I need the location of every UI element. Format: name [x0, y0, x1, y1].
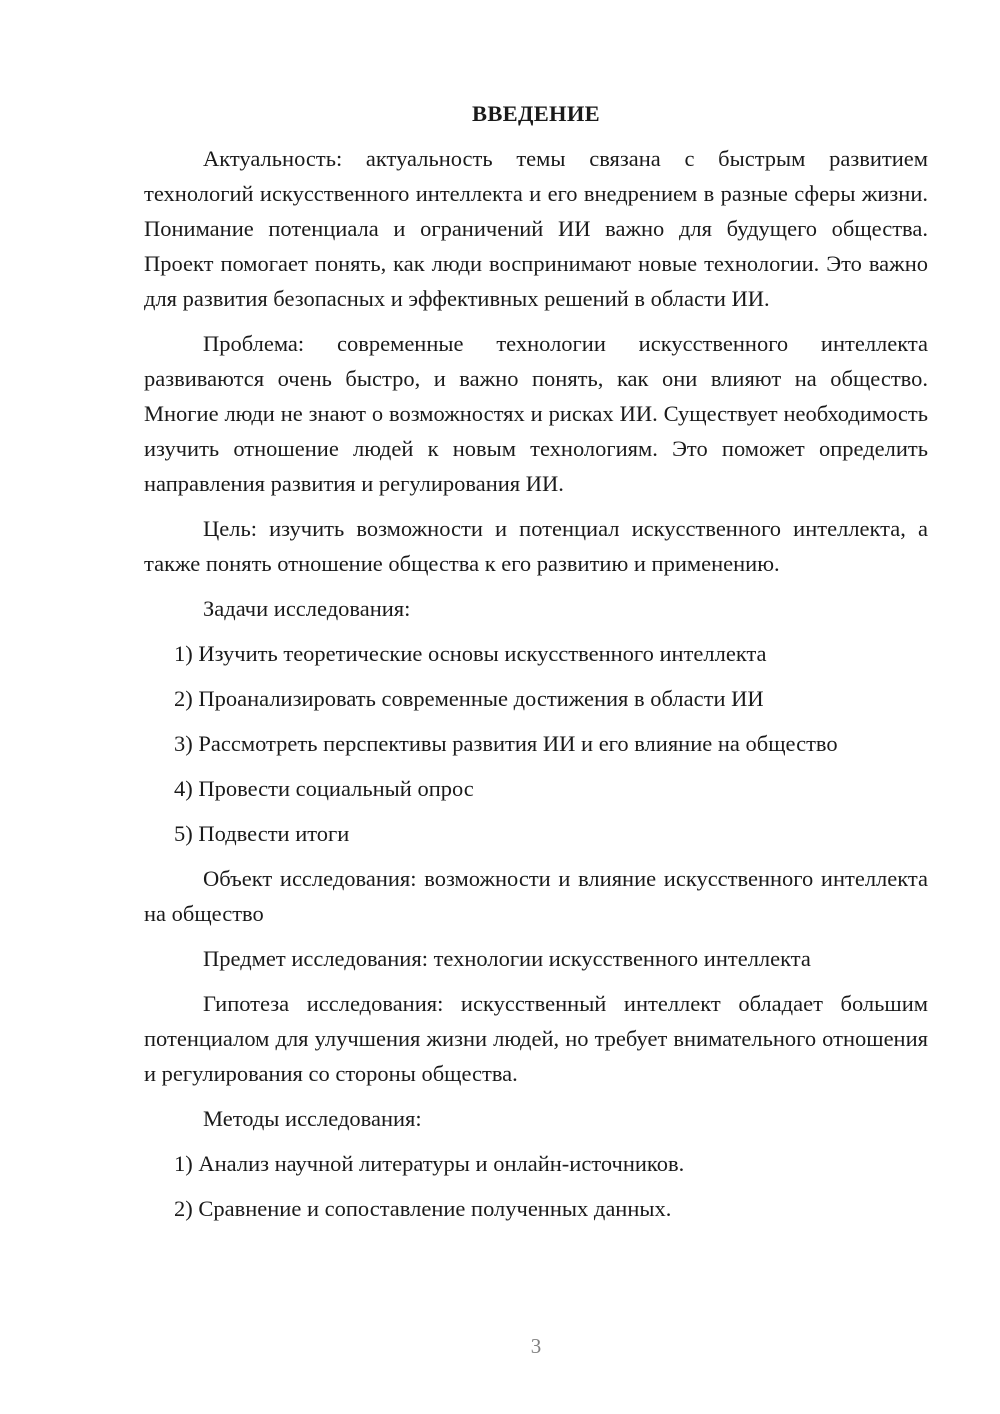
method-item: 1) Анализ научной литературы и онлайн-источников. — [174, 1151, 685, 1176]
task-item: 5) Подвести итоги — [174, 821, 350, 846]
task-item: 4) Провести социальный опрос — [174, 776, 474, 801]
task-item: 2) Проанализировать современные достижения в области ИИ — [174, 686, 764, 711]
tasks-heading: Задачи исследования: — [203, 596, 411, 621]
object-paragraph: Объект исследования: возможности и влияние искусственного интеллекта на общество — [144, 866, 928, 926]
tasks-list — [144, 636, 928, 851]
page-title: ВВЕДЕНИЕ — [472, 101, 600, 126]
problem-paragraph: Проблема: современные технологии искусственного интеллекта развиваются очень быстро, и важно понять, как они влияют на общество. Многие люди не знают о возможностях и рисках ИИ. Существует необходимость изучить отношение людей к новым технологиям. Это поможет определить направления развития и регулирования ИИ. — [144, 331, 928, 496]
page-number: 3 — [530, 1334, 542, 1358]
relevance-paragraph: Актуальность: актуальность темы связана с быстрым развитием технологий искусственного интеллекта и его внедрением в разные сферы жизни. Понимание потенциала и ограничений ИИ важно для будущего общества. Проект помогает понять, как люди воспринимают новые технологии. Это важно для развития безопасных и эффективных решений в области ИИ. — [144, 146, 928, 311]
method-item: 2) Сравнение и сопоставление полученных данных. — [174, 1196, 672, 1221]
task-item: 3) Рассмотреть перспективы развития ИИ и его влияние на общество — [174, 731, 838, 756]
methods-heading: Методы исследования: — [203, 1106, 422, 1131]
subject-paragraph: Предмет исследования: технологии искусственного интеллекта — [203, 946, 811, 971]
task-item: 1) Изучить теоретические основы искусственного интеллекта — [174, 641, 767, 666]
document-page — [144, 96, 928, 1236]
hypothesis-paragraph: Гипотеза исследования: искусственный интеллект обладает большим потенциалом для улучшения жизни людей, но требует внимательного отношения и регулирования со стороны общества. — [144, 991, 928, 1086]
methods-list — [144, 1146, 928, 1226]
goal-paragraph: Цель: изучить возможности и потенциал искусственного интеллекта, а также понять отношение общества к его развитию и применению. — [144, 516, 928, 576]
